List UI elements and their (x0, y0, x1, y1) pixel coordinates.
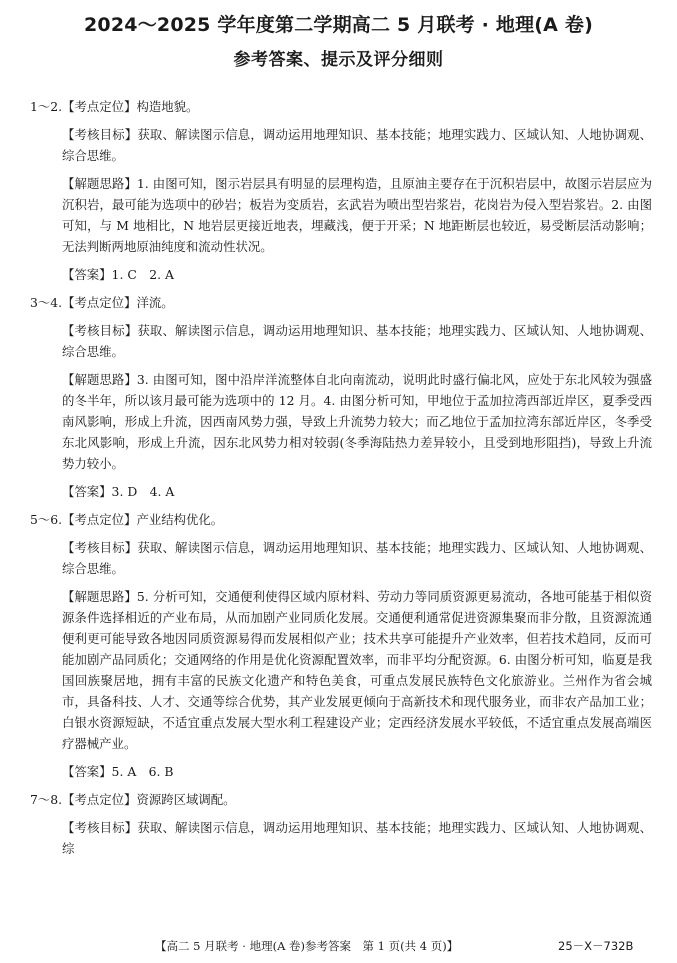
section-5-6-mubiao: 【考核目标】获取、解读图示信息，调动运用地理知识、基本技能；地理实践力、区域认知、人地协调观、综合思维。 (62, 540, 652, 576)
section-5-6-answer: 【答案】5. A 6. B (62, 764, 174, 779)
section-3-4-silu: 【解题思路】3. 由图可知，图中沿岸洋流整体自北向南流动，说明此时盛行偏北风，应处于东北风较为强盛的冬半年，所以该月最可能为选项中的 12 月。4. 由图分析可知，甲地位于孟加拉湾西部近岸区，夏季受西南风影响，形成上升流，因西南风势力强，导致上升流势力较大；而乙地位于孟加拉湾东部近岸区，冬季受东北风影响，形成上升流，因东北风势力相对较弱(冬季海陆热力差异较小，且受到地形阻挡)，导致上升流势力较小。 (62, 372, 652, 471)
page-title: 2024～2025 学年度第二学期高二 5 月联考 · 地理(A 卷) (84, 14, 593, 36)
section-1-2-silu: 【解题思路】1. 由图可知，图示岩层具有明显的层理构造，且原油主要存在于沉积岩层中，故图示岩层应为沉积岩，最可能为选项中的砂岩；板岩为变质岩，玄武岩为喷出型岩浆岩，花岗岩为侵入型岩浆岩。2. 由图可知，与 M 地相比，N 地岩层更接近地表，埋藏浅，便于开采；N 地距断层也较近，易受断层活动影响；无法判断两地原油纯度和流动性状况。 (62, 176, 652, 254)
section-3-4-answer: 【答案】3. D 4. A (62, 484, 175, 499)
answer-content (30, 96, 652, 859)
footer-exam-code: 25－X－732B (558, 939, 634, 953)
footer-page-info: 【高二 5 月联考 · 地理(A 卷)参考答案 第 1 页(共 4 页)】 (155, 939, 459, 953)
section-7-8-mubiao: 【考核目标】获取、解读图示信息，调动运用地理知识、基本技能；地理实践力、区域认知、人地协调观、综 (62, 820, 652, 856)
section-5-6-kaodian: 5～6.【考点定位】产业结构优化。 (30, 512, 224, 527)
section-7-8-kaodian: 7～8.【考点定位】资源跨区域调配。 (30, 792, 236, 807)
section-1-2-kaodian: 1～2.【考点定位】构造地貌。 (30, 99, 199, 114)
section-3-4-mubiao: 【考核目标】获取、解读图示信息，调动运用地理知识、基本技能；地理实践力、区域认知、人地协调观、综合思维。 (62, 323, 652, 359)
section-3-4-kaodian: 3～4.【考点定位】洋流。 (30, 295, 174, 310)
page-subtitle: 参考答案、提示及评分细则 (233, 50, 444, 70)
section-5-6-silu: 【解题思路】5. 分析可知，交通便利使得区域内原材料、劳动力等同质资源更易流动，各地可能基于相似资源条件选择相近的产业布局，从而加剧产业同质化发展。交通便利通常促进资源集聚而非分散，且资源流通便利更可能导致各地因同质资源易得而发展相似产业；技术共享可能提升产业效率，但若技术趋同，反而可能加剧产品同质化；交通网络的作用是优化资源配置效率，而非平均分配资源。6. 由图分析可知，临夏是我国回族聚居地，拥有丰富的民族文化遗产和特色美食，可重点发展民族特色文化旅游业。兰州作为省会城市，具备科技、人才、交通等综合优势，其产业发展更倾向于高新技术和现代服务业，而非农产品加工业；白银水资源短缺，不适宜重点发展大型水利工程建设产业；定西经济发展水平较低，不适宜重点发展高端医疗器械产业。 (62, 589, 652, 751)
section-1-2-mubiao: 【考核目标】获取、解读图示信息，调动运用地理知识、基本技能；地理实践力、区域认知、人地协调观、综合思维。 (62, 127, 652, 163)
section-1-2-answer: 【答案】1. C 2. A (62, 267, 174, 282)
